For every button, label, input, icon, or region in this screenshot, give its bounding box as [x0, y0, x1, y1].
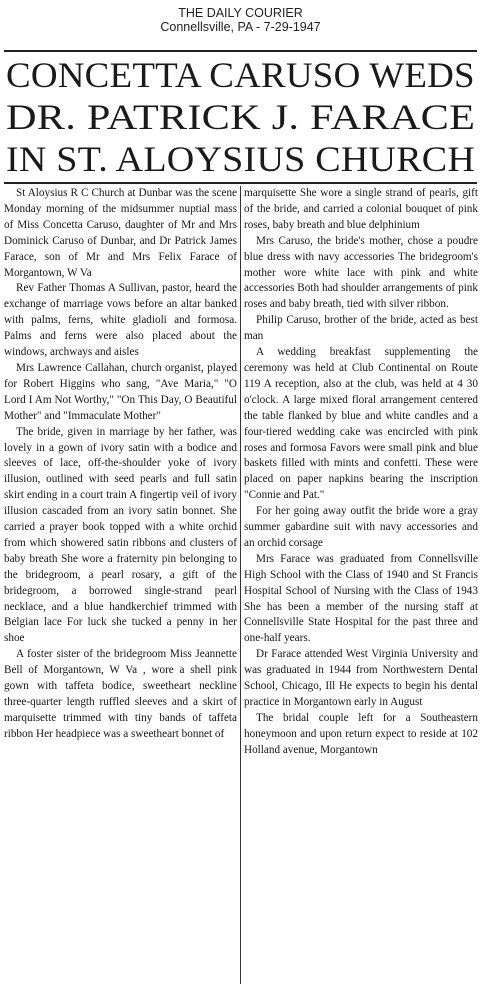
masthead [0, 6, 481, 34]
paragraph: Mrs Farace was graduated from Connellsville High School with the Class of 1940 and St Francis Hospital School of Nursing with the Class of 1943 She has been a member of the nursing staff at Connellsville State Hospital for the past three and one-half years. [244, 552, 478, 645]
paragraph: Philip Caruso, brother of the bride, acted as best man [244, 314, 478, 343]
headline [6, 54, 475, 180]
paragraph: St Aloysius R C Church at Dunbar was the scene Monday morning of the midsummer nuptial mass of Miss Concetta Caruso, daughter of Mr and Mrs Dominick Caruso of Dunbar, and Dr Patrick James Farace, son of Mr and Mrs Felix Farace of Morgantown, W Va [4, 187, 237, 279]
paragraph: Dr Farace attended West Virginia University and was graduated in 1944 from Northwestern Dental School, Chicago, Ill He expects to begin his dental practice in Morgantown early in August [244, 648, 478, 708]
paragraph: Mrs Caruso, the bride's mother, chose a poudre blue dress with navy accessories The bridegroom's mother wore white lace with pink and white accessories Both had shoulder arrangements of pink roses and baby breath, tied with silver ribbon. [244, 234, 478, 311]
column-divider [240, 186, 241, 984]
headline-bottom-rule [4, 182, 477, 184]
paragraph: The bride, given in marriage by her father, was lovely in a gown of ivory satin with a bodice and sleeves of lace, off-the-shoulder yoke of ivory illusion, outlined with seed pearls and full satin skirt ending in a court train A fingertip veil of ivory illusion cascaded from an ivory satin bonnet. She carried a prayer book topped with a white orchid from which showered satin ribbons and clusters of baby breath She wore a fraternity pin belonging to the bridegroom, a pearl rosary, a gift of the bridegroom, a borrowed single-strand pearl necklace, and a blue handkerchief trimmed with Belgian lace For luck she tucked a penny in her shoe [4, 425, 237, 645]
paper-name: THE DAILY COURIER [178, 6, 303, 20]
paragraph: A wedding breakfast supplementing the ceremony was held at Club Continental on Route 119 A reception, also at the club, was held at 4 30 o'clock. A large mixed floral arrangement centered the table flanked by blue and white candles and a four-tiered wedding cake was encircled with pink roses and formosa Favors were small pink and blue baskets filled with mints and confetti. These were placed on paper napkins bearing the inscription "Connie and Pat." [244, 346, 478, 502]
dateline: Connellsville, PA - 7-29-1947 [160, 20, 321, 34]
paragraph: Rev Father Thomas A Sullivan, pastor, heard the exchange of marriage vows before an altar banked with palms, ferns, white gladioli and formosa. Palms and ferns were also placed about the windows, archways and aisles [4, 282, 237, 359]
paragraph: Mrs Lawrence Callahan, church organist, played for Robert Higgins who sang, "Ave Maria," "O Lord I Am Not Worthy," "On This Day, O Beautiful Mother" and "Immaculate Mother" [4, 361, 237, 422]
paragraph-continued: marquisette She wore a single strand of pearls, gift of the bride, and carried a colonial bouquet of pink roses, baby breath and blue delphinium [244, 187, 478, 231]
headline-line-3: IN ST. ALOYSIUS CHURCH [6, 139, 476, 179]
headline-line-1: CONCETTA CARUSO WEDS [6, 55, 475, 95]
paragraph: The bridal couple left for a Southeastern honeymoon and upon return expect to reside at 102 Holland avenue, Morgantown [244, 711, 478, 756]
headline-line-2: DR. PATRICK J. FARACE [6, 97, 476, 137]
article-column-right [244, 186, 478, 984]
article-column-left [4, 186, 237, 984]
paragraph: For her going away outfit the bride wore a gray summer gabardine suit with navy accessories and an orchid corsage [244, 505, 478, 549]
top-rule [4, 50, 477, 52]
paragraph: A foster sister of the bridegroom Miss Jeannette Bell of Morgantown, W Va , wore a shell pink gown with taffeta bodice, sweetheart neckline three-quarter length ruffled sleeves and a skirt of marquisette trimmed with tiny bands of taffeta ribbon Her headpiece was a sweetheart bonnet of [4, 648, 237, 740]
